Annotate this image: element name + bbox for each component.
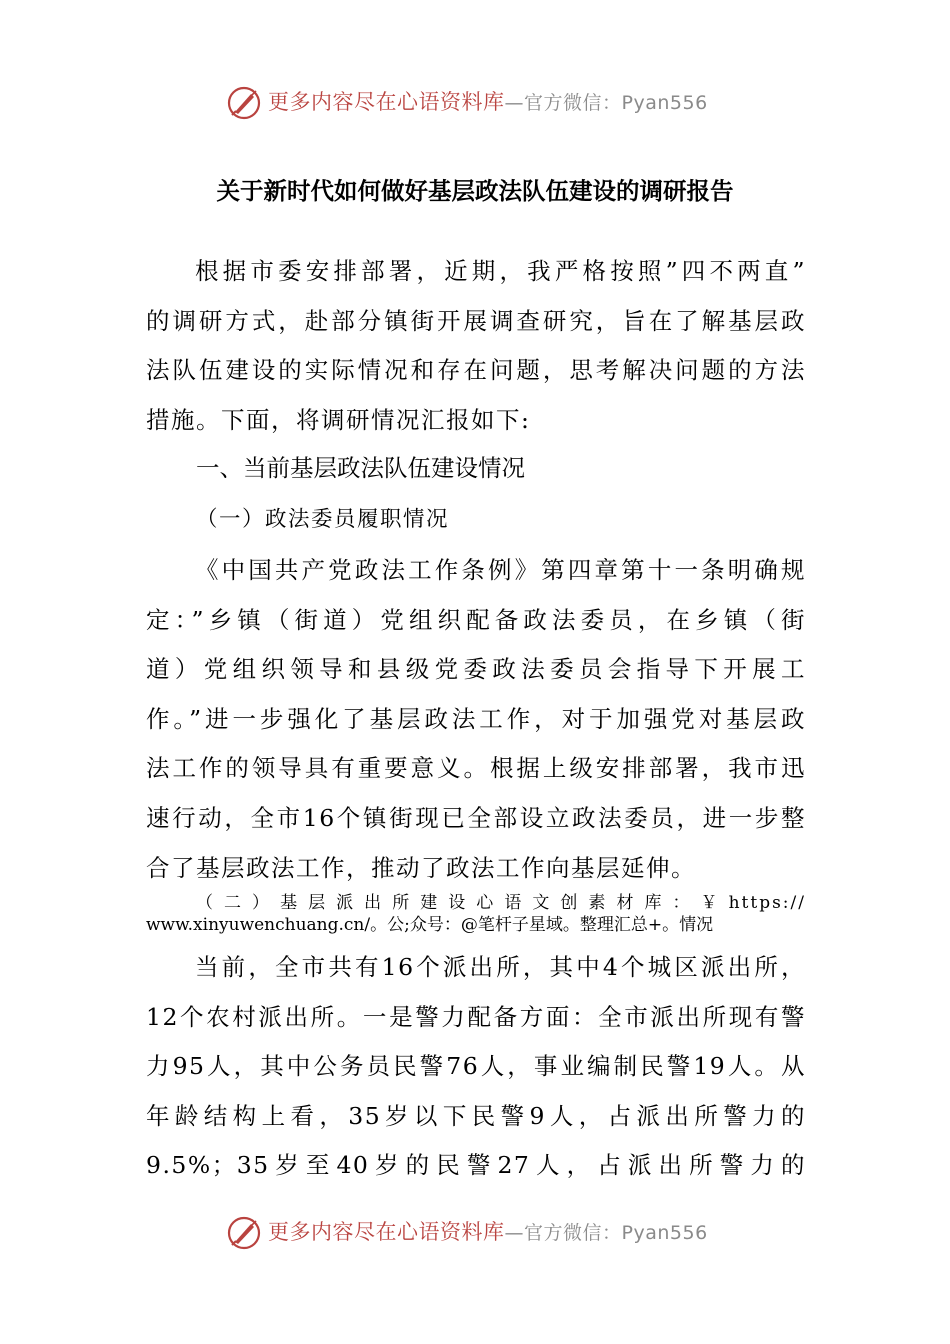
subsection-heading: （一）政法委员履职情况 — [196, 507, 450, 532]
text-line: 法工作的领导具有重要意义。根据上级安排部署，我市迅 — [146, 754, 806, 783]
banner-text — [268, 1217, 708, 1248]
text-line: 的调研方式，赴部分镇街开展调查研究，旨在了解基层政 — [146, 306, 806, 335]
subsection-2-heading-line: www.xinyuwenchuang.cn/。公;众号：@笔杆子星域。整理汇总+。情况 — [146, 915, 714, 935]
text-line: 道）党组织领导和县级党委政法委员会指导下开展工 — [146, 655, 806, 684]
banner-wechat-id: Pyan556 — [621, 1222, 708, 1244]
text-line: 年龄结构上看，35岁以下民警9人，占派出所警力的 — [146, 1101, 806, 1130]
banner-text — [268, 87, 708, 118]
quill-logo-icon — [226, 1215, 262, 1251]
banner-dash: — — [504, 92, 524, 114]
banner-dash: — — [504, 1222, 524, 1244]
subsection-2-paragraph — [146, 943, 806, 1191]
text-line: 力95人，其中公务员民警76人，事业编制民警19人。从 — [146, 1052, 806, 1081]
text-line: 法队伍建设的实际情况和存在问题，思考解决问题的方法 — [146, 356, 806, 385]
text-line: 合了基层政法工作，推动了政法工作向基层延伸。 — [146, 853, 696, 882]
header-watermark-banner — [0, 81, 950, 125]
subsection-1-paragraph — [146, 546, 806, 893]
text-line: 12个农村派出所。一是警力配备方面：全市派出所现有警 — [146, 1002, 806, 1031]
text-line: 速行动，全市16个镇街现已全部设立政法委员，进一步整 — [146, 803, 806, 832]
subsection-2-heading — [146, 892, 806, 936]
footer-watermark-banner — [0, 1211, 950, 1255]
banner-official: 官方微信： — [524, 92, 622, 114]
banner-main-text: 更多内容尽在心语资料库 — [268, 1220, 505, 1244]
document-title: 关于新时代如何做好基层政法队伍建设的调研报告 — [216, 177, 734, 205]
text-line: 措施。下面，将调研情况汇报如下: — [146, 405, 531, 434]
subsection-2-heading-line: （二）基层派出所建设心语文创素材库：￥https:// — [196, 893, 806, 913]
banner-wechat-id: Pyan556 — [621, 92, 708, 114]
section-heading: 一、当前基层政法队伍建设情况 — [196, 454, 525, 482]
text-line: 根据市委安排部署，近期，我严格按照”四不两直” — [195, 257, 806, 285]
text-line: 《中国共产党政法工作条例》第四章第十一条明确规 — [195, 556, 806, 584]
text-line: 9.5%；35岁至40岁的民警27人，占派出所警力的 — [146, 1151, 806, 1180]
text-line: 当前，全市共有16个派出所，其中4个城区派出所， — [195, 953, 806, 981]
intro-paragraph — [146, 247, 806, 445]
banner-main-text: 更多内容尽在心语资料库 — [268, 90, 505, 114]
text-line: 定：”乡镇（街道）党组织配备政法委员，在乡镇（街 — [146, 605, 806, 634]
text-line: 作。”进一步强化了基层政法工作，对于加强党对基层政 — [146, 704, 806, 733]
banner-official: 官方微信： — [524, 1222, 622, 1244]
quill-logo-icon — [226, 85, 262, 121]
